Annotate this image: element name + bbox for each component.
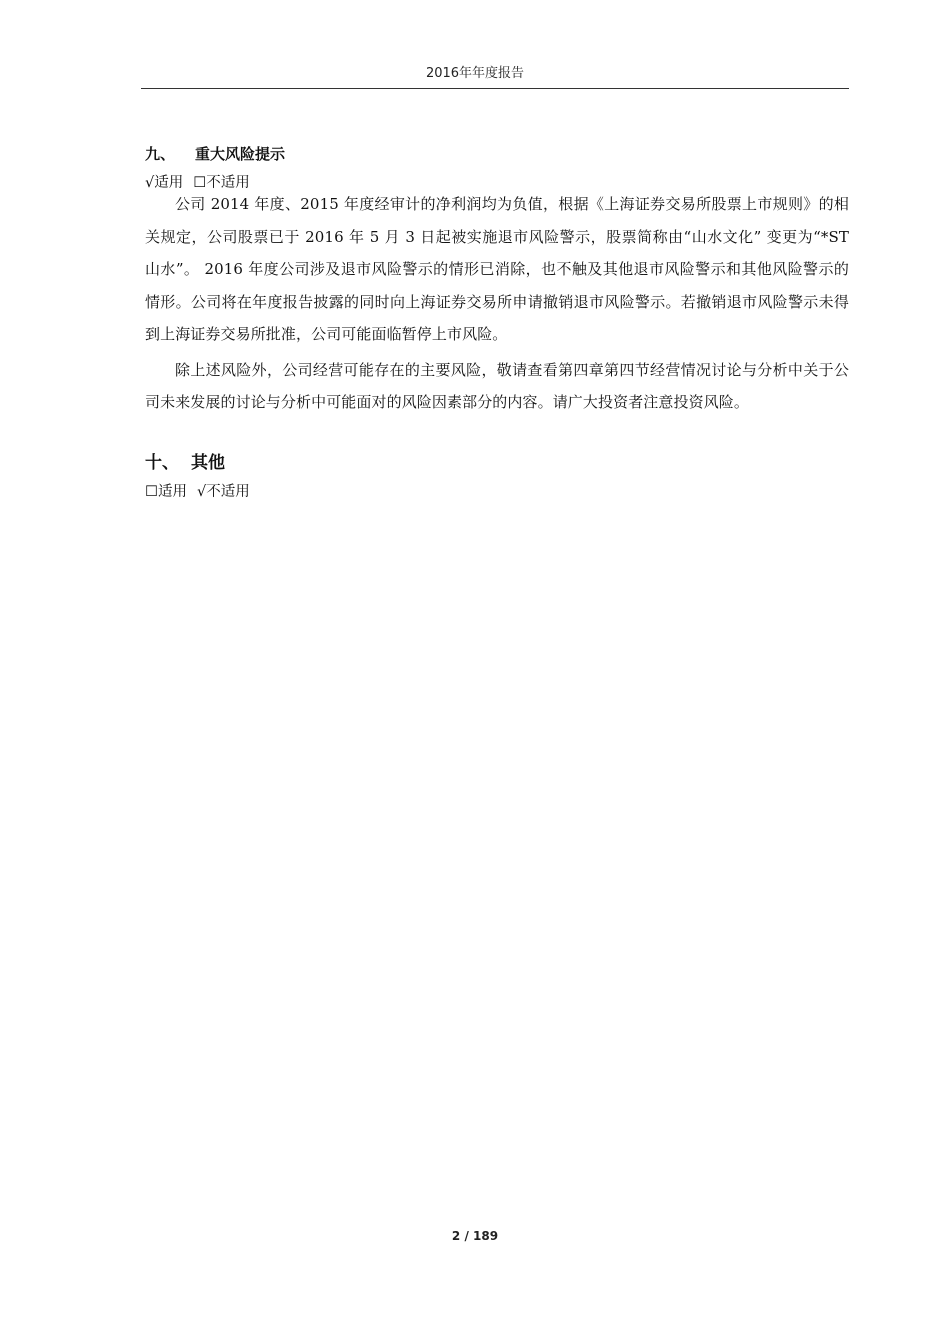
section-9-applicable-option: √适用 — [145, 175, 184, 191]
section-10-heading — [145, 449, 849, 477]
page-number: 2 / 189 — [451, 1229, 499, 1243]
section-9-number: 九、 — [145, 145, 176, 163]
page-content — [145, 142, 849, 503]
section-10-not-applicable-option: √不适用 — [197, 483, 250, 500]
section-9-heading — [145, 142, 849, 166]
risk-paragraph-2: 除上述风险外，公司经营可能存在的主要风险，敬请查看第四章第四节经营情况讨论与分析中关于公司未来发展的讨论与分析中可能面对的风险因素部分的内容。请广大投资者注意投资风险。 — [145, 360, 849, 411]
risk-paragraph-1: 公司 2014 年度、2015 年度经审计的净利润均为负值，根据《上海证券交易所股票上市规则》的相关规定，公司股票已于 2016 年 5 月 3 日起被实施退市风险警示，股票简称由“山水文化” 变更为“*ST 山水”。 2016 年度公司涉及退市风险警示的情形已消除，也不触及其他退市风险警示和其他风险警示的情形。公司将在年度报告披露的同时向上海证券交易所申请撤销退市风险警示。若撤销退市风险警示未得到上海证券交易所批准，公司可能面临暂停上市风险。 — [145, 195, 849, 343]
header-divider — [141, 88, 849, 89]
page-header: 2016年年度报告 — [425, 66, 525, 81]
section-10-number: 十、 — [145, 452, 179, 473]
section-10-applicability — [145, 481, 849, 503]
section-10-title: 其他 — [191, 452, 225, 473]
section-10-applicable-option: ☐适用 — [145, 483, 187, 500]
section-9-title: 重大风险提示 — [195, 145, 286, 163]
section-9-not-applicable-option: ☐不适用 — [193, 175, 250, 191]
